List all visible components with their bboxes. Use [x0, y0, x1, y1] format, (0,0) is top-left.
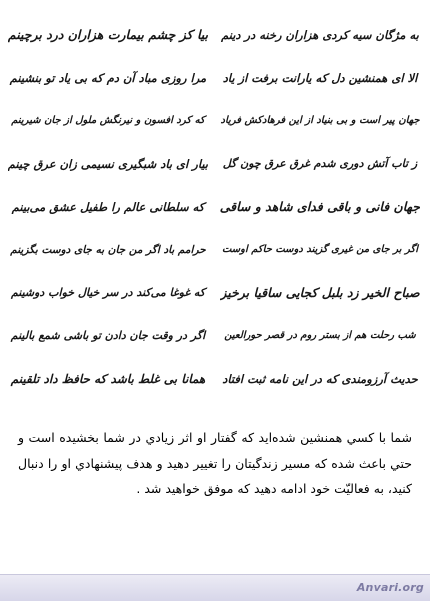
hemistich-right: صباح الخیر زد بلبل کجایی ساقیا برخیز — [220, 285, 420, 300]
hemistich-left: همانا بی غلط باشد که حافظ داد تلقینم — [10, 372, 206, 386]
hemistich-right: شب رحلت هم از بستر روم در قصر حورالعین — [224, 330, 416, 341]
couplet — [8, 104, 422, 138]
hemistich-left: بیار ای باد شبگیری نسیمی زان عرق چینم — [8, 157, 208, 171]
footer-bar — [0, 574, 430, 601]
couplet — [8, 362, 422, 396]
poem-block — [8, 18, 422, 400]
hemistich-right: به مژگان سیه کردی هزاران رخنه در دینم — [221, 28, 419, 42]
hemistich-left: که سلطانی عالم را طفیل عشق می‌بینم — [11, 200, 205, 214]
hemistich-right: جهان فانی و باقی فدای شاهد و ساقی — [220, 199, 420, 214]
hemistich-right: جهان پیر است و بی بنیاد از این فرهادکش فریاد — [220, 115, 420, 126]
couplet — [8, 319, 422, 353]
couplet — [8, 147, 422, 181]
couplet — [8, 61, 422, 95]
site-watermark: Anvari.org — [356, 581, 424, 594]
couplet — [8, 276, 422, 310]
interpretation-paragraph: شما با كسي همنشين شده‌ايد كه گفتار او اثر زيادي در شما بخشيده است و حتي باعث شده كه مسير زندگيتان را تغيير دهيد و هدف پيشنهادي او را دنبال كنيد، به فعاليّت خود ادامه دهيد كه موفق خواهيد شد . — [18, 430, 412, 496]
hemistich-left: حرامم باد اگر من جان به جای دوست بگزینم — [10, 244, 206, 256]
hemistich-right: ز تاب آتش دوری شدم غرق عرق چون گل — [222, 157, 418, 170]
hemistich-right: حدیث آرزومندی که در این نامه ثبت افتاد — [222, 372, 418, 386]
hemistich-left: که کرد افسون و نیرنگش ملول از جان شیرینم — [11, 115, 205, 126]
hemistich-left: مرا روزی مباد آن دم که بی یاد تو بنشینم — [9, 71, 207, 85]
hemistich-left: که غوغا می‌کند در سر خیال خواب دوشینم — [10, 286, 206, 299]
hemistich-left: بیا کز چشم بیمارت هزاران درد برچینم — [8, 27, 208, 42]
couplet — [8, 233, 422, 267]
hemistich-right: الا ای همنشین دل که یارانت برفت از یاد — [222, 71, 418, 85]
hemistich-left: اگر در وقت جان دادن تو باشی شمع بالینم — [10, 329, 206, 342]
couplet — [8, 190, 422, 224]
couplet — [8, 18, 422, 52]
hemistich-right: اگر بر جای من غیری گزیند دوست حاکم اوست — [221, 244, 419, 255]
